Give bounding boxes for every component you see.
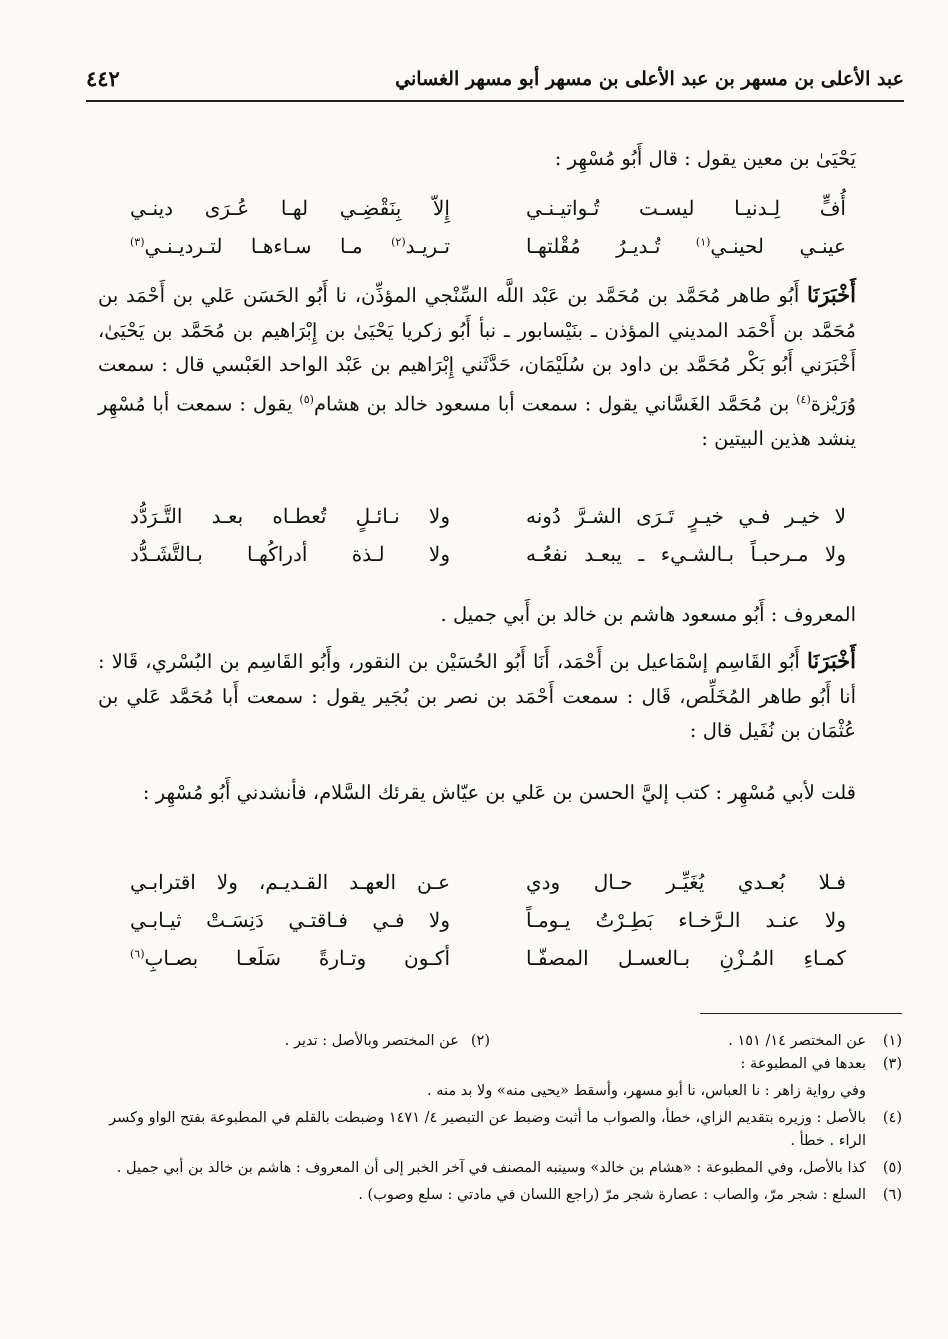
footnote-text: وفي رواية زاهر : نا العباس، نا أبو مسهر، وأسقط «يحيى منه» ولا بد منه . — [427, 1083, 866, 1099]
footnote-text: عن المختصر وبالأصل : تدير . — [284, 1033, 459, 1049]
verse-hemistich-second: إِلاّ بِنَقْضِـي لهـا عُـرَى دينـي — [130, 196, 450, 220]
paragraph-text: أَبُو طاهر مُحَمَّد بن مُحَمَّد بن عَبْد اللَّه السِّنْجي المؤذِّن، نا أَبُو الحَسَن عَلي بن أَحْمَد بن مُحَمَّد بن أَحْمَد المديني المؤذن ـ بنَيْسابور ـ نبأ أَبُو زكريا يَحْيَىٰ بن إِبْرَاهيم بن مُحَمَّد بن يَحْيَىٰ، أَخْبَرَني أَبُو بَكْر مُحَمَّد بن داود بن سُلَيْمَان، حَدَّثَني إِبْرَاهيم بن عَبْد الواحد العَبْسي قال : سمعت وُرَيْزة — [98, 284, 856, 415]
footnote-text: بعدها في المطبوعة : — [740, 1056, 866, 1072]
verse-text: عينـي لحينـي — [710, 234, 846, 258]
verse-line — [130, 234, 846, 272]
verse-text: تُـديـرُ مُقْلتهـا — [526, 234, 696, 258]
footnote-text: كذا بالأصل، وفي المطبوعة : «هشام بن خالد» وسينبه المصنف في آخر الخبر إلى أن المعروف : هاشم بن خالد بن أبي جميل . — [116, 1160, 866, 1176]
verse-line — [130, 946, 846, 984]
footnote-ref: (٢) — [391, 235, 406, 249]
verse-hemistich-second: عـن العهـد القـديـم، ولا اقترابـي — [130, 870, 450, 894]
intro-line — [98, 142, 856, 177]
footnote-ref: (٣) — [130, 235, 145, 249]
footnote-4 — [96, 1107, 902, 1153]
paragraph-isnad-1 — [98, 278, 856, 456]
verse-line — [130, 908, 846, 946]
footnote-2 — [285, 1030, 490, 1053]
running-title: عبد الأعلى بن مسهر بن عبد الأعلى بن مسهر أبو مسهر الغساني — [395, 68, 904, 90]
page-number: ٤٤٢ — [86, 66, 120, 91]
verse-hemistich-second: ولا نـائـلٍ تُعطـاه بعـد التَّـرَدُّد — [130, 504, 450, 528]
footnote-number: (١) — [882, 1033, 902, 1049]
paragraph-text: بن مُحَمَّد الغَسَّاني يقول : سمعت أبا مسعود خالد بن هشام — [313, 392, 797, 415]
footnote-ref: (٦) — [130, 947, 145, 961]
footnote-number: (٢) — [470, 1033, 490, 1049]
footnote-3 — [96, 1053, 902, 1103]
paragraph-isnad-2 — [98, 644, 856, 749]
footnote-1 — [728, 1030, 902, 1053]
footnote-6 — [96, 1184, 902, 1207]
poem-1 — [130, 196, 846, 272]
footnote-ref: (٥) — [299, 392, 314, 406]
verse-text: أكـون وتـارةً سَلَعـا بصـابِ — [144, 946, 450, 970]
verse-hemistich-first: لا خيـر فـي خيـرٍ تَـرَى الشـرَّ دُونه — [526, 504, 846, 528]
lead-word: أَخْبَرَنَا — [807, 282, 856, 307]
paragraph-text: يقول : سمعت أبا مُسْهِر ينشد هذين البيتين : — [98, 392, 856, 450]
page-header — [86, 62, 904, 100]
verse-hemistich-first: كمـاءِ المُـزْنِ بـالعسـل المصفّـا — [526, 946, 846, 970]
verse-text: تـريـد — [405, 234, 450, 258]
verse-line — [130, 504, 846, 542]
verse-hemistich-first — [526, 234, 846, 258]
verse-hemistich-second: ولا فـي فـاقتـي دَنِسَـتْ ثيـابـي — [130, 908, 450, 932]
footnote-number: (٤) — [882, 1110, 902, 1126]
footnote-text: بالأصل : وزيره بتقديم الزاي، خطأ، والصواب ما أثبت وضبط عن التبصير ٤/ ١٤٧١ وضبطت بالقلم في المطبوعة بفتح الواو وكسر الراء . خطأ . — [109, 1110, 866, 1149]
footnote-ref: (١) — [695, 235, 711, 249]
paragraph-note — [98, 598, 856, 633]
footnote-number: (٥) — [882, 1160, 902, 1176]
footnote-row — [96, 1030, 902, 1053]
footnote-separator — [700, 1013, 902, 1014]
footnote-number: (٣) — [882, 1056, 902, 1072]
verse-hemistich-first: أُفٍّ لِـدنيـا ليسـت تُـواتيـنـي — [526, 196, 846, 220]
verse-line — [130, 542, 846, 580]
verse-hemistich-first: ولا عنـد الـرَّخـاء بَطِـرْتُ يـومـاً — [526, 908, 846, 932]
paragraph-text: قلت لأبي مُسْهِر : كتب إليَّ الحسن بن عَلي بن عيّاش يقرئك السَّلام، فأنشدني أَبُو مُسْهِر : — [142, 781, 856, 804]
footnote-ref: (٤) — [796, 392, 811, 406]
verse-line — [130, 196, 846, 234]
footnote-number: (٦) — [882, 1187, 902, 1203]
verse-text: مـا سـاءهـا لتـرديـنـي — [144, 234, 392, 258]
footnote-text: السلع : شجر مرّ، والصاب : عصارة شجر مرّ (راجع اللسان في مادتي : سلع وصوب) . — [358, 1187, 866, 1203]
intro-text: يَحْيَىٰ بن معين يقول : قال أَبُو مُسْهِر : — [554, 147, 856, 170]
paragraph-text: المعروف : أَبُو مسعود هاشم بن خالد بن أَبي جميل . — [440, 603, 856, 626]
verse-hemistich-second: ولا لـذة أدراكُهـا بـالتَّشَـدُّد — [130, 542, 450, 566]
verse-hemistich-second — [130, 234, 450, 258]
lead-word: أَخْبَرَنَا — [807, 648, 856, 673]
footnotes — [96, 1030, 902, 1207]
verse-hemistich-first: ولا مـرحبـاً بـالشـيء ـ يبعـد نفعُـه — [526, 542, 846, 566]
footnote-text: عن المختصر ١٤/ ١٥١ . — [728, 1033, 866, 1049]
verse-hemistich-first: فـلا بُعـدي يُغَيِّـر حـال ودي — [526, 870, 846, 894]
poem-2 — [130, 504, 846, 580]
header-rule — [86, 100, 904, 102]
paragraph-text: أَبُو القَاسِم إسْمَاعيل بن أَحْمَد، أَنَا أَبُو الحُسَيْن بن النقور، وأَبُو القَاسِم بن البُسْري، قَالا : أنا أَبُو طاهر المُخَلِّص، قَال : سمعت أَحْمَد بن نصر بن بُجَير يقول : سمعت أَبا مُحَمَّد عَلي بن عُثْمَان بن نُفَيل قال : — [98, 650, 856, 742]
paragraph-narration — [98, 776, 856, 811]
poem-3 — [130, 870, 846, 984]
footnote-5 — [96, 1157, 902, 1180]
verse-hemistich-second — [130, 946, 450, 970]
verse-line — [130, 870, 846, 908]
